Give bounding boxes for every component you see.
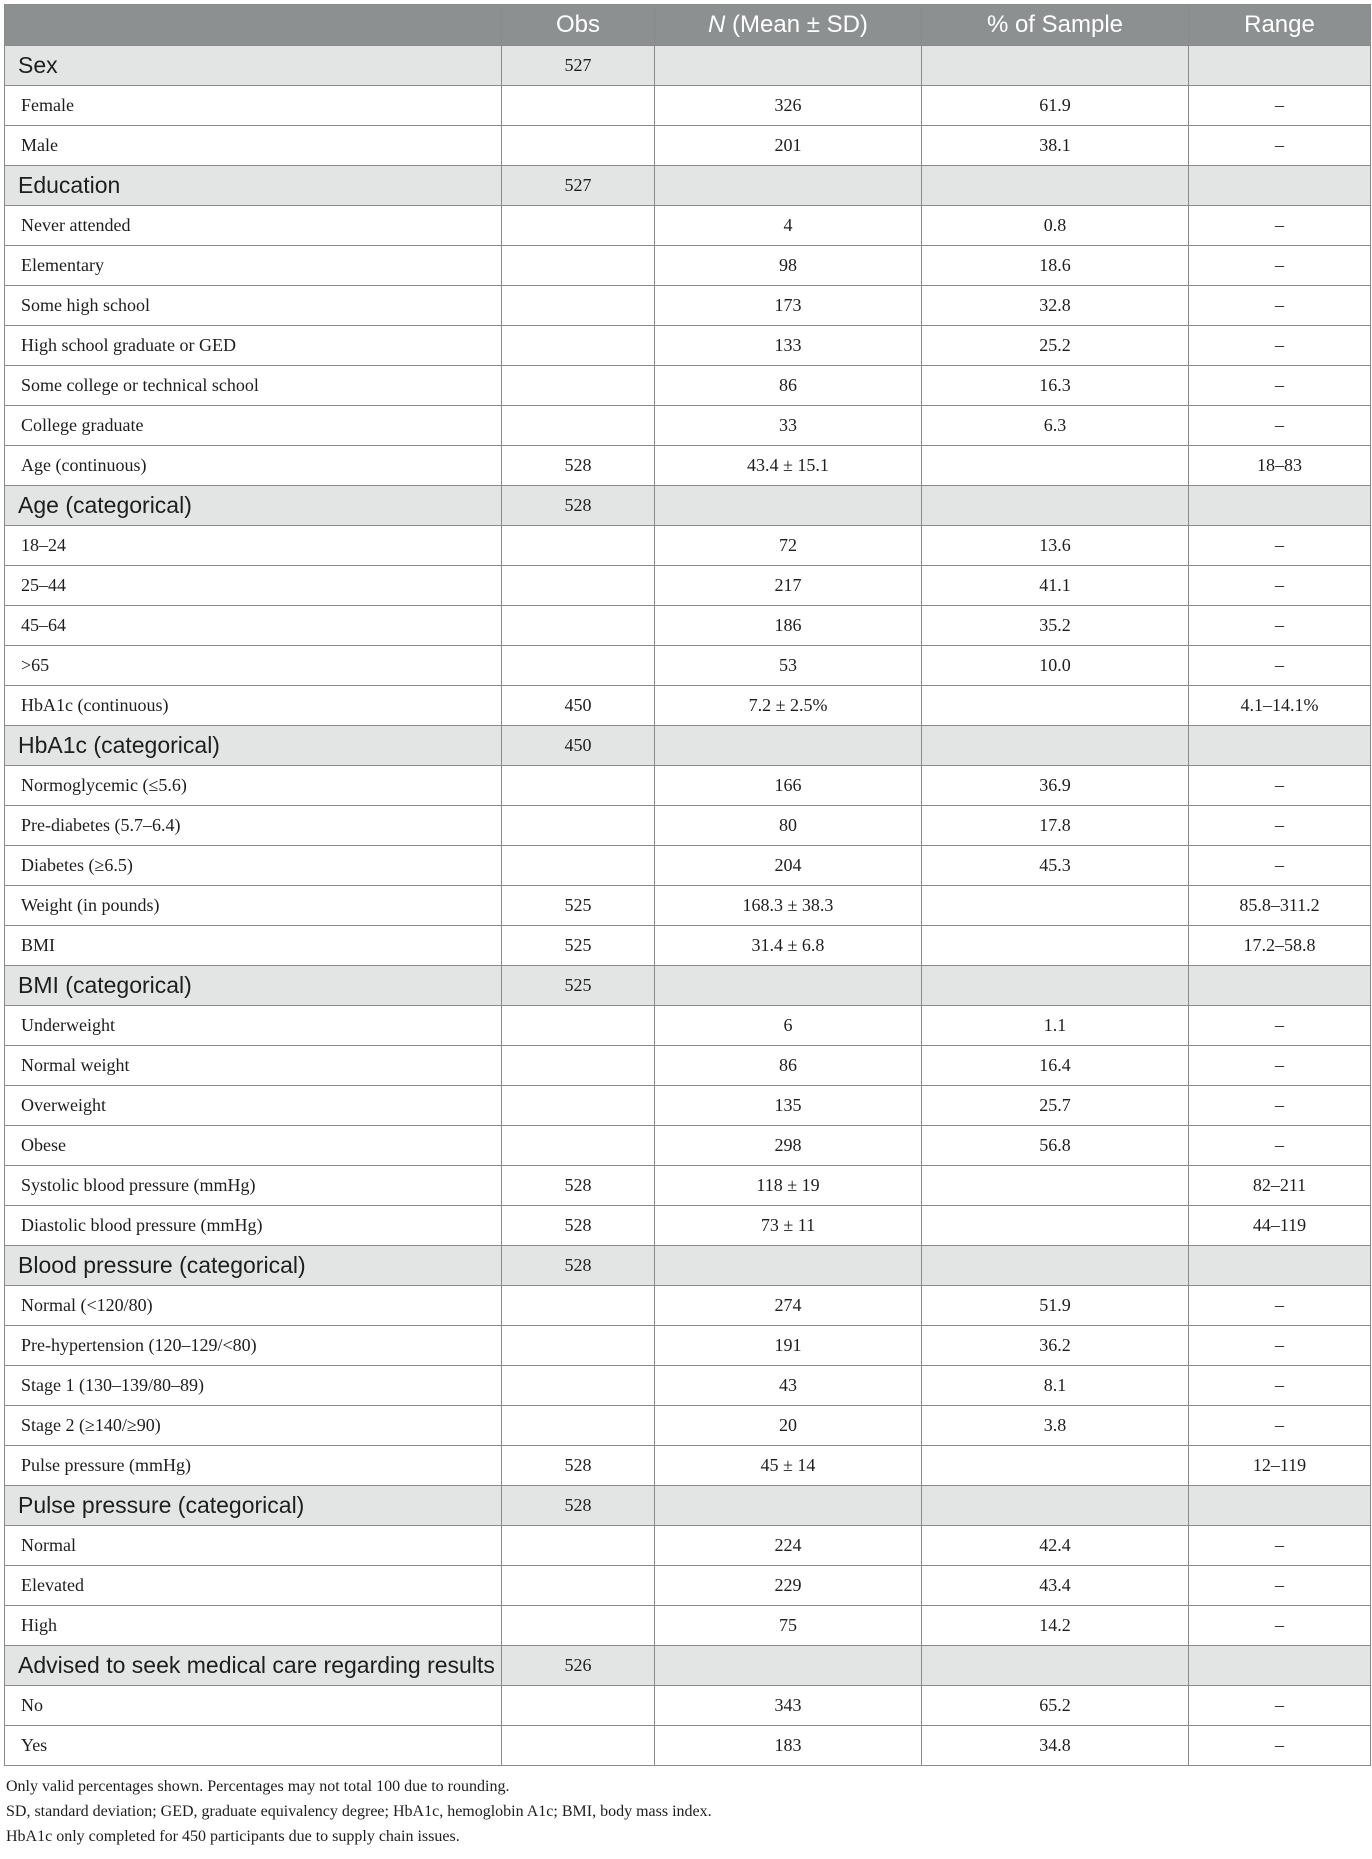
row-obs <box>502 1606 655 1646</box>
row-n-mean-sd: 217 <box>655 566 922 606</box>
table-row <box>5 566 1371 606</box>
table-row <box>5 446 1371 486</box>
row-obs <box>502 1086 655 1126</box>
row-range: – <box>1189 1606 1371 1646</box>
row-range: – <box>1189 286 1371 326</box>
section-label: Advised to seek medical care regarding results <box>5 1646 502 1686</box>
row-label: Obese <box>5 1126 502 1166</box>
row-obs: 525 <box>502 926 655 966</box>
row-obs <box>502 1686 655 1726</box>
row-range: – <box>1189 326 1371 366</box>
row-label: No <box>5 1686 502 1726</box>
row-n-mean-sd: 343 <box>655 1686 922 1726</box>
row-label: Female <box>5 86 502 126</box>
section-empty-cell <box>1189 46 1371 86</box>
row-n-mean-sd: 204 <box>655 846 922 886</box>
row-range: – <box>1189 1726 1371 1766</box>
row-range: 85.8–311.2 <box>1189 886 1371 926</box>
row-label: BMI <box>5 926 502 966</box>
row-percent: 56.8 <box>922 1126 1189 1166</box>
row-label: Normal <box>5 1526 502 1566</box>
table-row <box>5 1206 1371 1246</box>
row-percent: 10.0 <box>922 646 1189 686</box>
section-label: Education <box>5 166 502 206</box>
row-percent: 0.8 <box>922 206 1189 246</box>
row-label: Stage 2 (≥140/≥90) <box>5 1406 502 1446</box>
row-n-mean-sd: 326 <box>655 86 922 126</box>
row-n-mean-sd: 229 <box>655 1566 922 1606</box>
section-row <box>5 1486 1371 1526</box>
header-n-mean-sd <box>655 5 922 46</box>
section-empty-cell <box>1189 1486 1371 1526</box>
section-obs: 450 <box>502 726 655 766</box>
section-row <box>5 46 1371 86</box>
row-percent: 16.3 <box>922 366 1189 406</box>
row-percent <box>922 686 1189 726</box>
row-obs <box>502 1566 655 1606</box>
section-empty-cell <box>1189 1246 1371 1286</box>
table-row <box>5 1006 1371 1046</box>
row-label: Normal weight <box>5 1046 502 1086</box>
row-range: – <box>1189 126 1371 166</box>
row-label: HbA1c (continuous) <box>5 686 502 726</box>
row-percent: 25.7 <box>922 1086 1189 1126</box>
row-n-mean-sd: 86 <box>655 366 922 406</box>
row-range: – <box>1189 86 1371 126</box>
section-empty-cell <box>655 166 922 206</box>
row-percent: 41.1 <box>922 566 1189 606</box>
row-obs <box>502 1326 655 1366</box>
footnote: SD, standard deviation; GED, graduate equivalency degree; HbA1c, hemoglobin A1c; BMI, body mass index. <box>6 1803 712 1820</box>
section-empty-cell <box>655 1246 922 1286</box>
row-range: – <box>1189 1406 1371 1446</box>
header-variable <box>5 5 502 46</box>
row-percent: 36.2 <box>922 1326 1189 1366</box>
row-range: – <box>1189 1286 1371 1326</box>
section-empty-cell <box>1189 726 1371 766</box>
row-n-mean-sd: 183 <box>655 1726 922 1766</box>
table-row <box>5 806 1371 846</box>
row-obs <box>502 1406 655 1446</box>
row-percent: 42.4 <box>922 1526 1189 1566</box>
row-range: – <box>1189 1566 1371 1606</box>
row-n-mean-sd: 168.3 ± 38.3 <box>655 886 922 926</box>
section-row <box>5 1246 1371 1286</box>
section-label: Age (categorical) <box>5 486 502 526</box>
row-obs <box>502 406 655 446</box>
row-obs <box>502 1286 655 1326</box>
section-empty-cell <box>922 1646 1189 1686</box>
row-n-mean-sd: 43 <box>655 1366 922 1406</box>
table-row <box>5 126 1371 166</box>
row-n-mean-sd: 173 <box>655 286 922 326</box>
row-range: – <box>1189 1326 1371 1366</box>
section-empty-cell <box>1189 1646 1371 1686</box>
table-row <box>5 1126 1371 1166</box>
row-n-mean-sd: 31.4 ± 6.8 <box>655 926 922 966</box>
row-label: Some college or technical school <box>5 366 502 406</box>
row-percent: 3.8 <box>922 1406 1189 1446</box>
row-range: – <box>1189 1526 1371 1566</box>
row-n-mean-sd: 53 <box>655 646 922 686</box>
section-empty-cell <box>655 1486 922 1526</box>
row-n-mean-sd: 75 <box>655 1606 922 1646</box>
section-label: Pulse pressure (categorical) <box>5 1486 502 1526</box>
row-obs: 528 <box>502 1446 655 1486</box>
row-percent: 25.2 <box>922 326 1189 366</box>
row-range: – <box>1189 566 1371 606</box>
table-footnotes <box>4 1774 1370 1849</box>
row-label: Diabetes (≥6.5) <box>5 846 502 886</box>
table-row <box>5 926 1371 966</box>
row-obs <box>502 1366 655 1406</box>
row-label: Normoglycemic (≤5.6) <box>5 766 502 806</box>
table-row <box>5 206 1371 246</box>
row-range: 44–119 <box>1189 1206 1371 1246</box>
row-percent: 61.9 <box>922 86 1189 126</box>
table-row <box>5 1166 1371 1206</box>
row-range: 4.1–14.1% <box>1189 686 1371 726</box>
table-row <box>5 1446 1371 1486</box>
row-range: – <box>1189 606 1371 646</box>
section-row <box>5 966 1371 1006</box>
section-empty-cell <box>922 46 1189 86</box>
section-obs: 526 <box>502 1646 655 1686</box>
section-empty-cell <box>922 486 1189 526</box>
row-label: Some high school <box>5 286 502 326</box>
header-n-rest: (Mean ± SD) <box>725 11 868 38</box>
row-obs <box>502 566 655 606</box>
row-label: Systolic blood pressure (mmHg) <box>5 1166 502 1206</box>
section-empty-cell <box>655 726 922 766</box>
row-n-mean-sd: 118 ± 19 <box>655 1166 922 1206</box>
row-range: – <box>1189 206 1371 246</box>
row-obs <box>502 806 655 846</box>
row-n-mean-sd: 133 <box>655 326 922 366</box>
row-obs <box>502 526 655 566</box>
row-range: – <box>1189 1366 1371 1406</box>
header-n-italic: N <box>708 11 726 38</box>
header-obs: Obs <box>502 5 655 46</box>
row-label: Pulse pressure (mmHg) <box>5 1446 502 1486</box>
table-row <box>5 1086 1371 1126</box>
row-n-mean-sd: 98 <box>655 246 922 286</box>
section-empty-cell <box>655 1646 922 1686</box>
section-empty-cell <box>1189 966 1371 1006</box>
section-empty-cell <box>922 166 1189 206</box>
table-row <box>5 1406 1371 1446</box>
section-empty-cell <box>922 966 1189 1006</box>
row-percent <box>922 1166 1189 1206</box>
row-obs <box>502 1126 655 1166</box>
row-percent: 16.4 <box>922 1046 1189 1086</box>
row-n-mean-sd: 33 <box>655 406 922 446</box>
row-obs <box>502 1726 655 1766</box>
row-obs <box>502 286 655 326</box>
row-percent: 34.8 <box>922 1726 1189 1766</box>
row-percent <box>922 926 1189 966</box>
row-range: – <box>1189 806 1371 846</box>
section-label: HbA1c (categorical) <box>5 726 502 766</box>
row-label: Yes <box>5 1726 502 1766</box>
row-percent <box>922 1206 1189 1246</box>
row-obs: 528 <box>502 1206 655 1246</box>
table-header-row <box>5 5 1371 46</box>
row-percent: 32.8 <box>922 286 1189 326</box>
row-range: 12–119 <box>1189 1446 1371 1486</box>
row-label: Stage 1 (130–139/80–89) <box>5 1366 502 1406</box>
section-obs: 527 <box>502 166 655 206</box>
row-range: – <box>1189 246 1371 286</box>
row-range: – <box>1189 406 1371 446</box>
row-n-mean-sd: 4 <box>655 206 922 246</box>
row-n-mean-sd: 45 ± 14 <box>655 1446 922 1486</box>
row-obs: 528 <box>502 446 655 486</box>
row-label: Elementary <box>5 246 502 286</box>
row-range: 18–83 <box>1189 446 1371 486</box>
footnote: HbA1c only completed for 450 participants due to supply chain issues. <box>6 1828 460 1845</box>
row-label: Pre-hypertension (120–129/<80) <box>5 1326 502 1366</box>
row-percent: 8.1 <box>922 1366 1189 1406</box>
table-row <box>5 846 1371 886</box>
section-label: BMI (categorical) <box>5 966 502 1006</box>
row-range: 82–211 <box>1189 1166 1371 1206</box>
row-n-mean-sd: 73 ± 11 <box>655 1206 922 1246</box>
row-percent <box>922 1446 1189 1486</box>
row-percent <box>922 886 1189 926</box>
section-row <box>5 486 1371 526</box>
table-row <box>5 326 1371 366</box>
row-range: 17.2–58.8 <box>1189 926 1371 966</box>
row-obs <box>502 606 655 646</box>
row-percent: 6.3 <box>922 406 1189 446</box>
row-n-mean-sd: 298 <box>655 1126 922 1166</box>
row-label: Weight (in pounds) <box>5 886 502 926</box>
header-percent-of-sample: % of Sample <box>922 5 1189 46</box>
row-n-mean-sd: 43.4 ± 15.1 <box>655 446 922 486</box>
row-label: Underweight <box>5 1006 502 1046</box>
row-percent: 36.9 <box>922 766 1189 806</box>
row-range: – <box>1189 526 1371 566</box>
table-row <box>5 886 1371 926</box>
row-label: Normal (<120/80) <box>5 1286 502 1326</box>
row-n-mean-sd: 86 <box>655 1046 922 1086</box>
row-label: 45–64 <box>5 606 502 646</box>
table-row <box>5 606 1371 646</box>
table-row <box>5 246 1371 286</box>
row-label: 25–44 <box>5 566 502 606</box>
table-row <box>5 646 1371 686</box>
section-obs: 528 <box>502 1246 655 1286</box>
row-range: – <box>1189 1686 1371 1726</box>
section-obs: 528 <box>502 486 655 526</box>
row-range: – <box>1189 1126 1371 1166</box>
row-obs: 525 <box>502 886 655 926</box>
row-percent: 45.3 <box>922 846 1189 886</box>
table-row <box>5 526 1371 566</box>
section-label: Sex <box>5 46 502 86</box>
row-n-mean-sd: 201 <box>655 126 922 166</box>
row-percent: 51.9 <box>922 1286 1189 1326</box>
demographics-table <box>4 4 1371 1766</box>
row-obs: 528 <box>502 1166 655 1206</box>
row-label: College graduate <box>5 406 502 446</box>
row-percent: 14.2 <box>922 1606 1189 1646</box>
row-obs <box>502 1046 655 1086</box>
section-empty-cell <box>1189 486 1371 526</box>
row-label: Pre-diabetes (5.7–6.4) <box>5 806 502 846</box>
row-obs <box>502 206 655 246</box>
row-obs <box>502 1006 655 1046</box>
row-n-mean-sd: 135 <box>655 1086 922 1126</box>
section-obs: 525 <box>502 966 655 1006</box>
row-percent: 17.8 <box>922 806 1189 846</box>
section-row <box>5 726 1371 766</box>
table-row <box>5 1046 1371 1086</box>
row-n-mean-sd: 72 <box>655 526 922 566</box>
row-range: – <box>1189 646 1371 686</box>
row-percent: 35.2 <box>922 606 1189 646</box>
row-n-mean-sd: 224 <box>655 1526 922 1566</box>
section-empty-cell <box>922 1246 1189 1286</box>
section-obs: 528 <box>502 1486 655 1526</box>
row-obs <box>502 846 655 886</box>
row-obs <box>502 646 655 686</box>
section-empty-cell <box>922 1486 1189 1526</box>
row-label: Overweight <box>5 1086 502 1126</box>
row-percent: 43.4 <box>922 1566 1189 1606</box>
table-container <box>4 4 1370 1849</box>
section-obs: 527 <box>502 46 655 86</box>
table-row <box>5 1726 1371 1766</box>
table-row <box>5 1326 1371 1366</box>
row-obs <box>502 766 655 806</box>
row-percent: 1.1 <box>922 1006 1189 1046</box>
table-row <box>5 1566 1371 1606</box>
row-label: Elevated <box>5 1566 502 1606</box>
table-row <box>5 86 1371 126</box>
section-empty-cell <box>1189 166 1371 206</box>
table-row <box>5 1366 1371 1406</box>
section-empty-cell <box>655 966 922 1006</box>
row-label: High school graduate or GED <box>5 326 502 366</box>
row-n-mean-sd: 274 <box>655 1286 922 1326</box>
row-range: – <box>1189 366 1371 406</box>
row-range: – <box>1189 1006 1371 1046</box>
row-n-mean-sd: 191 <box>655 1326 922 1366</box>
row-label: Never attended <box>5 206 502 246</box>
row-percent: 65.2 <box>922 1686 1189 1726</box>
section-row <box>5 1646 1371 1686</box>
table-row <box>5 366 1371 406</box>
row-label: Male <box>5 126 502 166</box>
row-obs <box>502 1526 655 1566</box>
row-obs <box>502 366 655 406</box>
row-obs <box>502 126 655 166</box>
row-range: – <box>1189 1046 1371 1086</box>
section-row <box>5 166 1371 206</box>
row-label: High <box>5 1606 502 1646</box>
row-n-mean-sd: 166 <box>655 766 922 806</box>
row-label: 18–24 <box>5 526 502 566</box>
row-n-mean-sd: 7.2 ± 2.5% <box>655 686 922 726</box>
row-label: Age (continuous) <box>5 446 502 486</box>
row-label: >65 <box>5 646 502 686</box>
row-n-mean-sd: 6 <box>655 1006 922 1046</box>
row-n-mean-sd: 20 <box>655 1406 922 1446</box>
row-percent: 18.6 <box>922 246 1189 286</box>
row-percent <box>922 446 1189 486</box>
table-row <box>5 1526 1371 1566</box>
row-obs <box>502 246 655 286</box>
section-empty-cell <box>655 46 922 86</box>
section-empty-cell <box>655 486 922 526</box>
section-empty-cell <box>922 726 1189 766</box>
row-n-mean-sd: 186 <box>655 606 922 646</box>
row-obs <box>502 326 655 366</box>
table-row <box>5 286 1371 326</box>
table-row <box>5 406 1371 446</box>
row-n-mean-sd: 80 <box>655 806 922 846</box>
row-range: – <box>1189 1086 1371 1126</box>
row-obs: 450 <box>502 686 655 726</box>
table-row <box>5 766 1371 806</box>
row-label: Diastolic blood pressure (mmHg) <box>5 1206 502 1246</box>
row-percent: 13.6 <box>922 526 1189 566</box>
header-range: Range <box>1189 5 1371 46</box>
table-body <box>5 46 1371 1766</box>
row-percent: 38.1 <box>922 126 1189 166</box>
row-obs <box>502 86 655 126</box>
row-range: – <box>1189 846 1371 886</box>
table-row <box>5 1286 1371 1326</box>
table-row <box>5 1686 1371 1726</box>
row-range: – <box>1189 766 1371 806</box>
table-row <box>5 686 1371 726</box>
footnote: Only valid percentages shown. Percentages may not total 100 due to rounding. <box>6 1778 510 1795</box>
section-label: Blood pressure (categorical) <box>5 1246 502 1286</box>
table-row <box>5 1606 1371 1646</box>
